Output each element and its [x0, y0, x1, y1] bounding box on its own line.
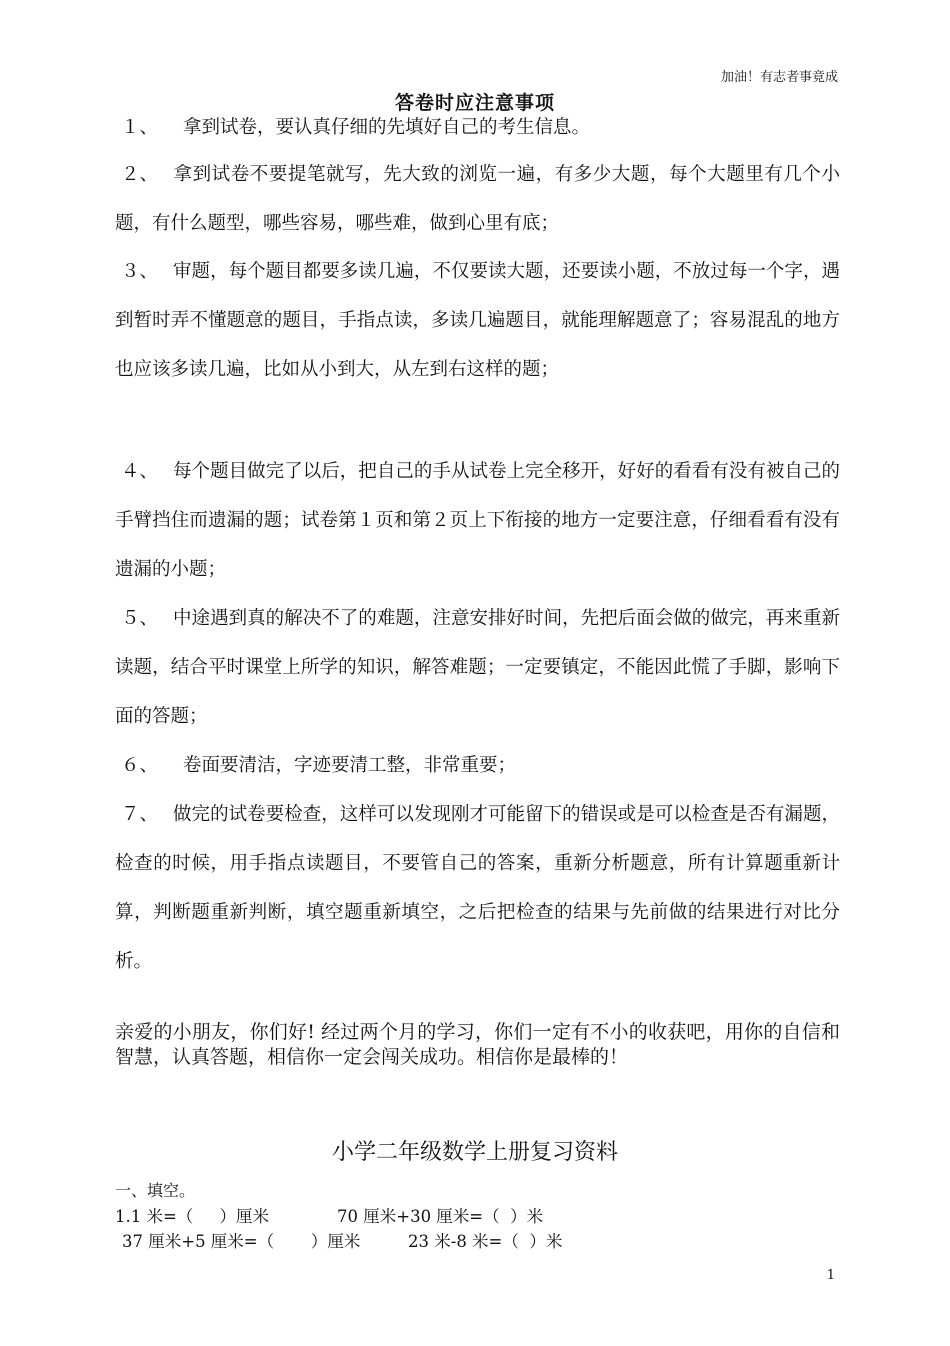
notice-item-4 [115, 447, 840, 594]
notice-item-3 [115, 247, 840, 394]
item-number: ４、 [121, 461, 159, 482]
question-1-2: 70 厘米+30 厘米=（ ）米 [337, 1207, 544, 1226]
item-text: 中途遇到真的解决不了的难题，注意安排好时间，先把后面会做的做完，再来重新读题，结合平时课堂上所学的知识，解答难题；一定要镇定，不能因此慌了手脚，影响下面的答题； [115, 608, 840, 727]
item-number: １、 [121, 117, 159, 138]
notice-item-7 [115, 790, 840, 986]
question-1-1: 1.1 米=（ ）厘米 [115, 1207, 270, 1226]
notice-item-6 [115, 741, 840, 790]
item-number: ７、 [121, 804, 159, 825]
notice-title: 答卷时应注意事项 [394, 92, 555, 114]
item-text: 每个题目做完了以后，把自己的手从试卷上完全移开，好好的看看有没有被自己的手臂挡住而遗漏的题；试卷第１页和第２页上下衔接的地方一定要注意，仔细看看有没有遗漏的小题； [115, 461, 840, 580]
item-number: ２、 [121, 164, 159, 185]
item-text: 拿到试卷不要提笔就写，先大致的浏览一遍，有多少大题，每个大题里有几个小题，有什么题型，哪些容易，哪些难，做到心里有底； [115, 164, 840, 234]
page-number: 1 [826, 1268, 835, 1283]
question-2-2: 23 米-8 米=（ ）米 [408, 1232, 563, 1251]
notice-item-2 [115, 150, 840, 248]
header-motto: 加油！有志者事竟成 [720, 70, 838, 85]
review-title: 小学二年级数学上册复习资料 [331, 1140, 618, 1165]
notice-item-1 [115, 103, 840, 152]
notice-item-5 [115, 594, 840, 741]
item-number: ６、 [121, 755, 159, 776]
item-text: 做完的试卷要检查，这样可以发现刚才可能留下的错误或是可以检查是否有漏题，检查的时候，用手指点读题目，不要管自己的答案，重新分析题意，所有计算题重新计算，判断题重新判断，填空题重新填空，之后把检查的结果与先前做的结果进行对比分析。 [115, 804, 840, 972]
item-text: 审题，每个题目都要多读几遍，不仅要读大题，还要读小题，不放过每一个字，遇到暂时弄不懂题意的题目，手指点读，多读几遍题目，就能理解题意了；容易混乱的地方也应该多读几遍，比如从小到大，从左到右这样的题； [115, 261, 840, 380]
greeting-paragraph: 亲爱的小朋友，你们好! 经过两个月的学习，你们一定有不小的收获吧，用你的自信和智慧，认真答题，相信你一定会闯关成功。相信你是最棒的！ [115, 1021, 840, 1068]
item-text: 拿到试卷，要认真仔细的先填好自己的考生信息。 [183, 117, 591, 138]
item-text: 卷面要清洁，字迹要清工整，非常重要； [183, 755, 517, 776]
section-heading: 一、填空。 [115, 1181, 196, 1200]
item-number: ５、 [121, 608, 159, 629]
item-number: ３、 [121, 261, 159, 282]
question-2-1: 37 厘米+5 厘米=（ ）厘米 [122, 1232, 361, 1251]
